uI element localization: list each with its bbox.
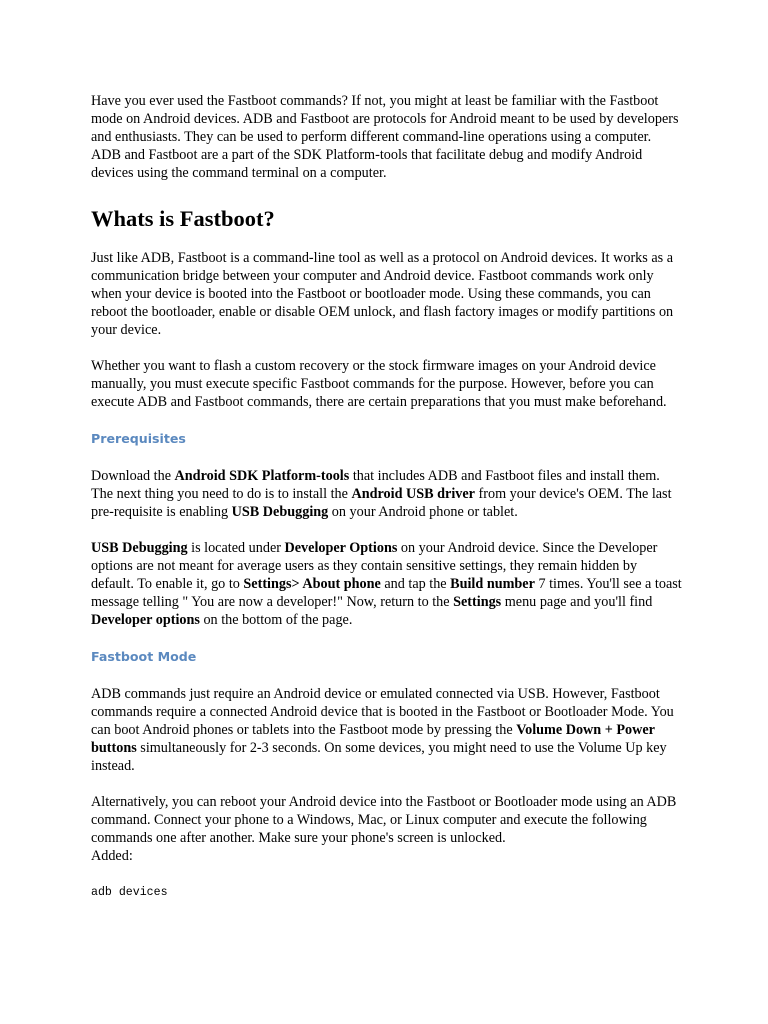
what-is-fastboot-paragraph: Just like ADB, Fastboot is a command-line tool as well as a protocol on Android devices. It works as a communication bridge between your computer and Android device. Fastboot commands work only when your device is booted into the Fastboot or bootloader mode. Using these commands, you can reboot the bootloader, enable or disable OEM unlock, and flash factory images or modify partitions on your device.	[91, 250, 674, 338]
usb-debugging-paragraph: USB Debugging is located under Developer Options on your Android device. Since the Developer options are not meant for average users as they contain sensitive settings, they remain hidden by default. To enable it, go to Settings> About phone and tap the Build number 7 times. You'll see a toast message telling " You are now a developer!" Now, return to the Settings menu page and you'll find Developer options on the bottom of the page.	[91, 540, 682, 628]
document-body	[91, 92, 683, 900]
fastboot-mode-paragraph: ADB commands just require an Android device or emulated connected via USB. However, Fastboot commands require a connected Android device that is booted in the Fastboot or Bootloader Mode. You can boot Android phones or tablets into the Fastboot mode by pressing the Volume Down + Power buttons simultaneously for 2-3 seconds. On some devices, you might need to use the Volume Up key instead.	[91, 686, 674, 774]
prerequisites-paragraph: Download the Android SDK Platform-tools that includes ADB and Fastboot files and install them. The next thing you need to do is to install the Android USB driver from your device's OEM. The last pre-requisite is enabling USB Debugging on your Android phone or tablet.	[91, 468, 672, 520]
added-label: Added:	[91, 848, 133, 864]
heading-fastboot-mode: Fastboot Mode	[91, 649, 197, 664]
intro-paragraph: Have you ever used the Fastboot commands? If not, you might at least be familiar with the Fastboot mode on Android devices. ADB and Fastboot are protocols for Android meant to be used by developers and enthusiasts. They can be used to perform different command-line operations using a computer. ADB and Fastboot are a part of the SDK Platform-tools that facilitate debug and modify Android devices using the command terminal on a computer.	[91, 93, 679, 181]
whether-paragraph: Whether you want to flash a custom recovery or the stock firmware images on your Android device manually, you must execute specific Fastboot commands for the purpose. However, before you can execute ADB and Fastboot commands, there are certain preparations that you must make beforehand.	[91, 358, 667, 410]
heading-prerequisites: Prerequisites	[91, 431, 186, 446]
heading-whats-fastboot: Whats is Fastboot?	[91, 206, 275, 231]
code-adb-devices: adb devices	[91, 886, 168, 899]
alternatively-paragraph: Alternatively, you can reboot your Android device into the Fastboot or Bootloader mode using an ADB command. Connect your phone to a Windows, Mac, or Linux computer and execute the following commands one after another. Make sure your phone's screen is unlocked.	[91, 794, 677, 846]
